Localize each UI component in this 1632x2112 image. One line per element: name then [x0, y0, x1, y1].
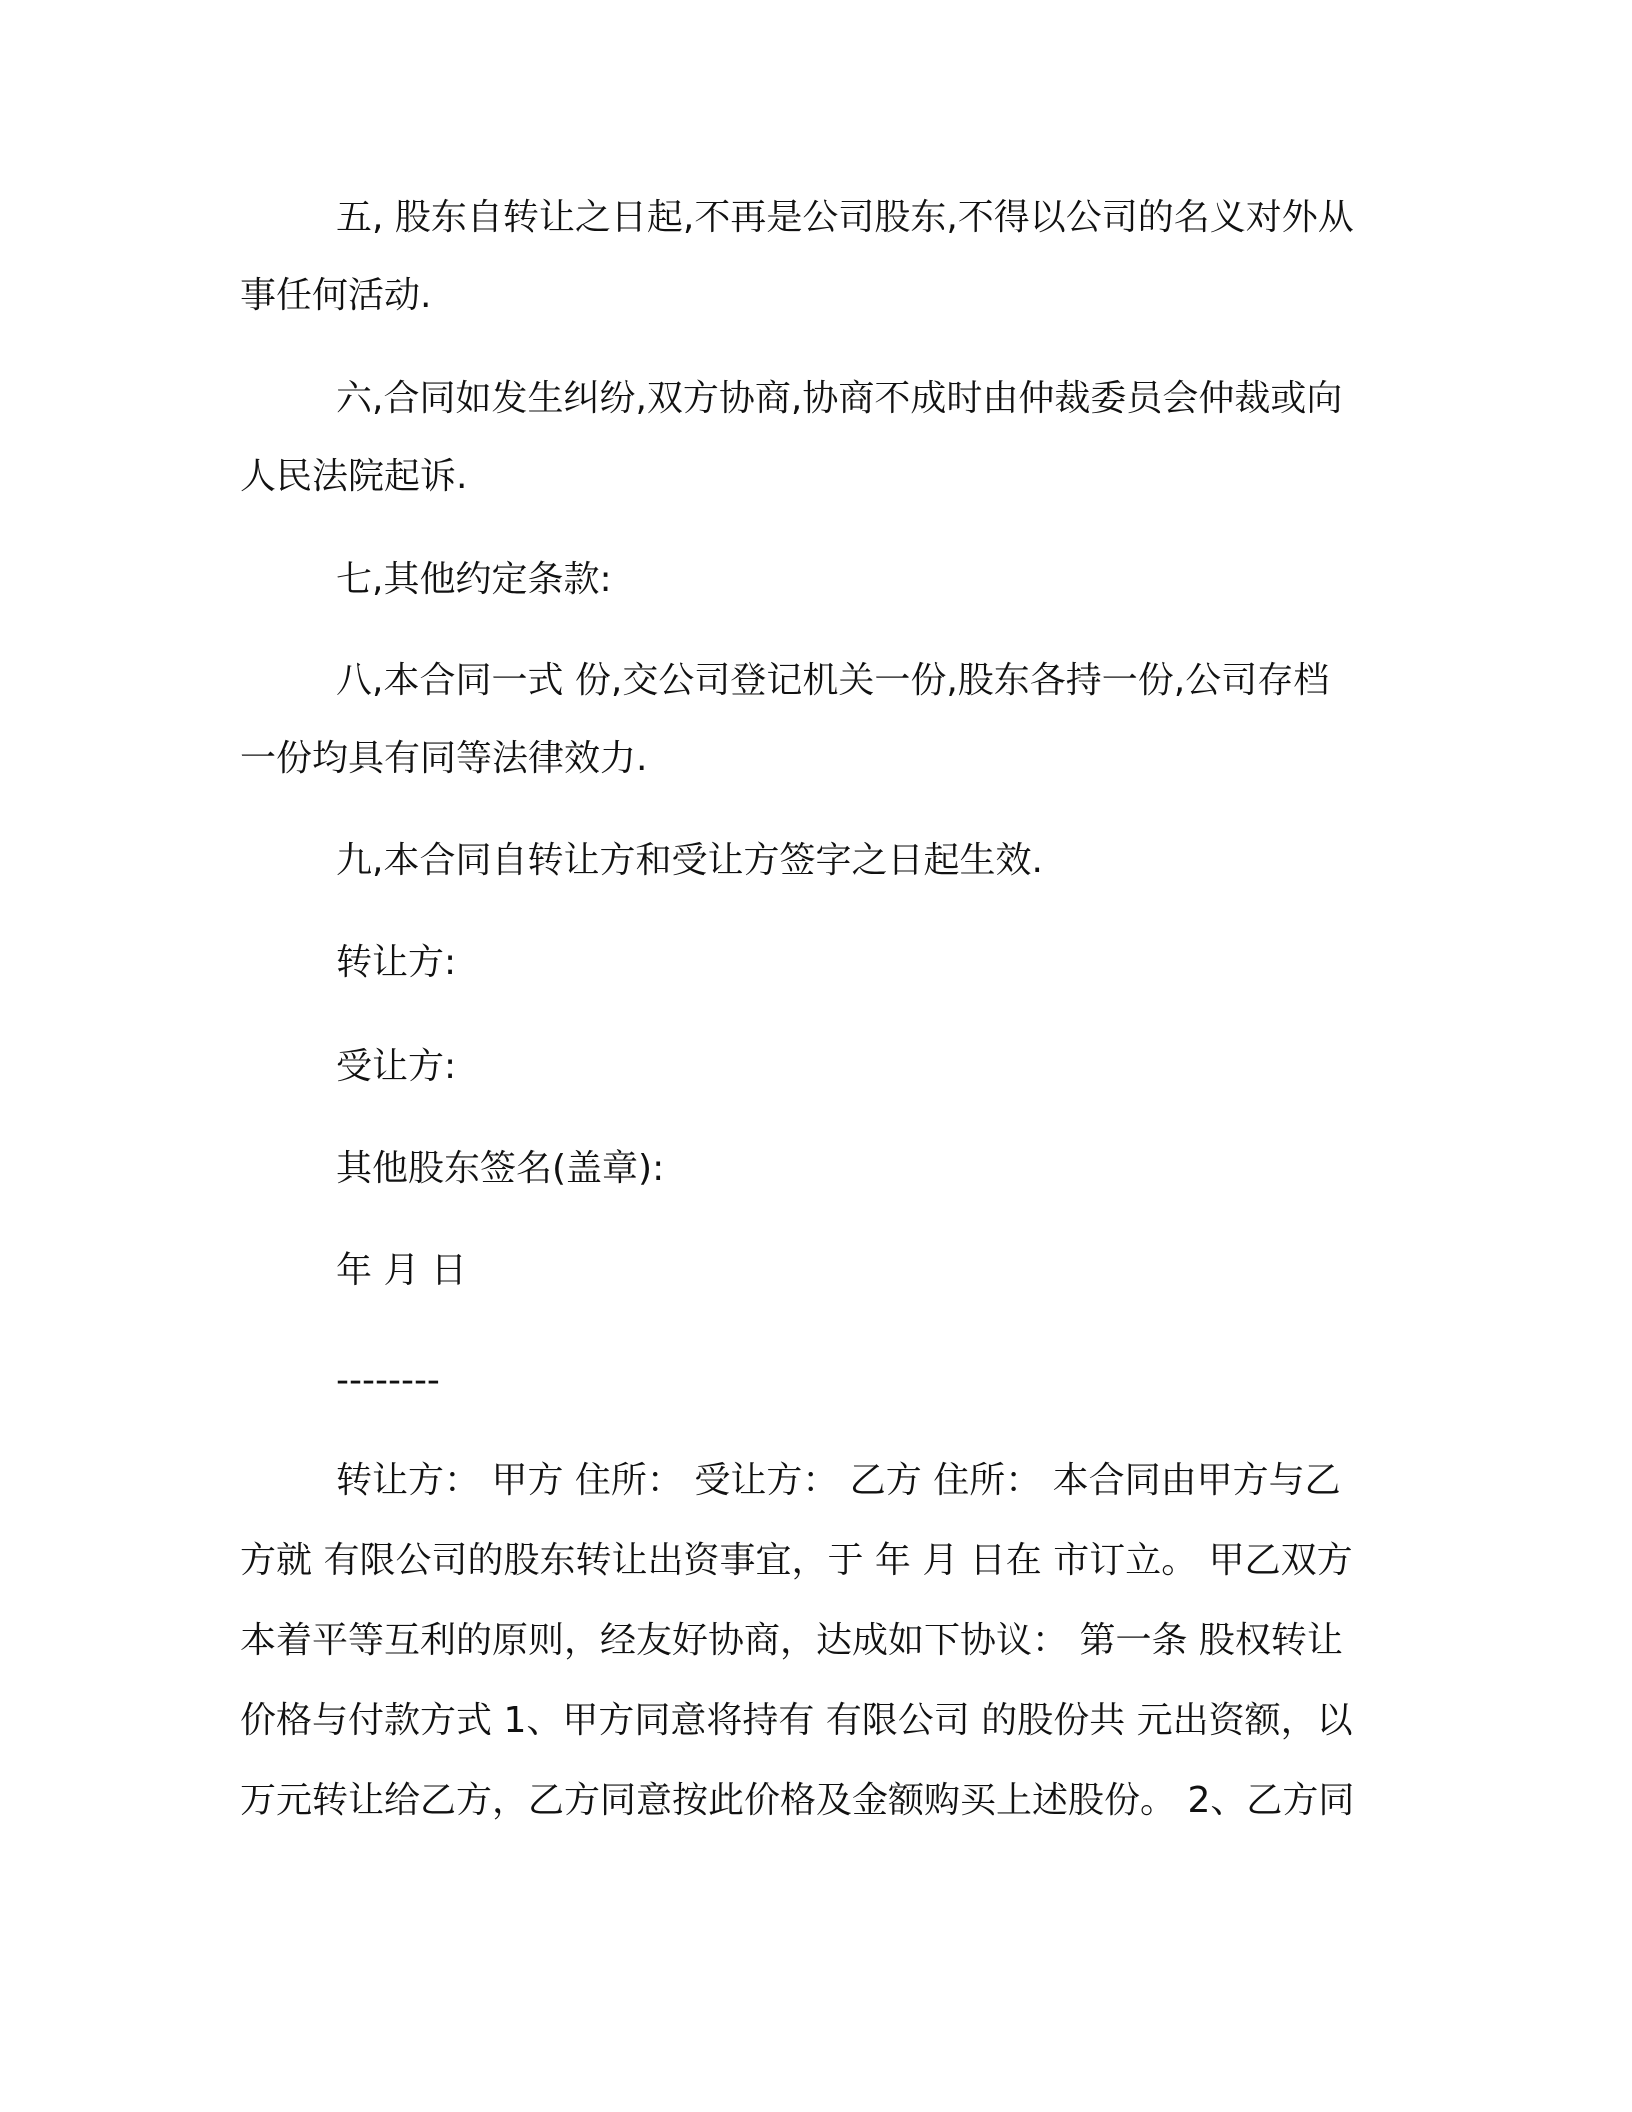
second-contract-line-3: 本着平等互利的原则，经友好协商，达成如下协议： 第一条 股权转让: [240, 1620, 1343, 1661]
section-divider: --------: [336, 1360, 440, 1401]
second-contract-line-5: 万元转让给乙方，乙方同意按此价格及金额购买上述股份。 2、乙方同: [240, 1780, 1355, 1821]
clause-5-line-2: 事任何活动.: [240, 275, 432, 316]
clause-6-line-2: 人民法院起诉.: [240, 456, 468, 497]
date-label: 年 月 日: [336, 1250, 467, 1291]
second-contract-line-1: 转让方： 甲方 住所： 受让方： 乙方 住所： 本合同由甲方与乙: [336, 1460, 1341, 1501]
transferee-signature-label: 受让方:: [336, 1046, 457, 1087]
clause-8-line-2: 一份均具有同等法律效力.: [240, 738, 648, 779]
other-shareholders-signature-label: 其他股东签名(盖章):: [336, 1148, 665, 1189]
second-contract-line-4: 价格与付款方式 1、甲方同意将持有 有限公司 的股份共 元出资额，以: [240, 1700, 1353, 1741]
transferor-signature-label: 转让方:: [336, 942, 457, 983]
clause-8-line-1: 八,本合同一式 份,交公司登记机关一份,股东各持一份,公司存档: [336, 660, 1330, 701]
second-contract-line-2: 方就 有限公司的股东转让出资事宜，于 年 月 日在 市订立。 甲乙双方: [240, 1540, 1353, 1581]
clause-5-line-1: 五, 股东自转让之日起,不再是公司股东,不得以公司的名义对外从: [336, 197, 1354, 238]
clause-9: 九,本合同自转让方和受让方签字之日起生效.: [336, 840, 1043, 881]
clause-7: 七,其他约定条款:: [336, 559, 612, 600]
clause-6-line-1: 六,合同如发生纠纷,双方协商,协商不成时由仲裁委员会仲裁或向: [336, 378, 1343, 419]
